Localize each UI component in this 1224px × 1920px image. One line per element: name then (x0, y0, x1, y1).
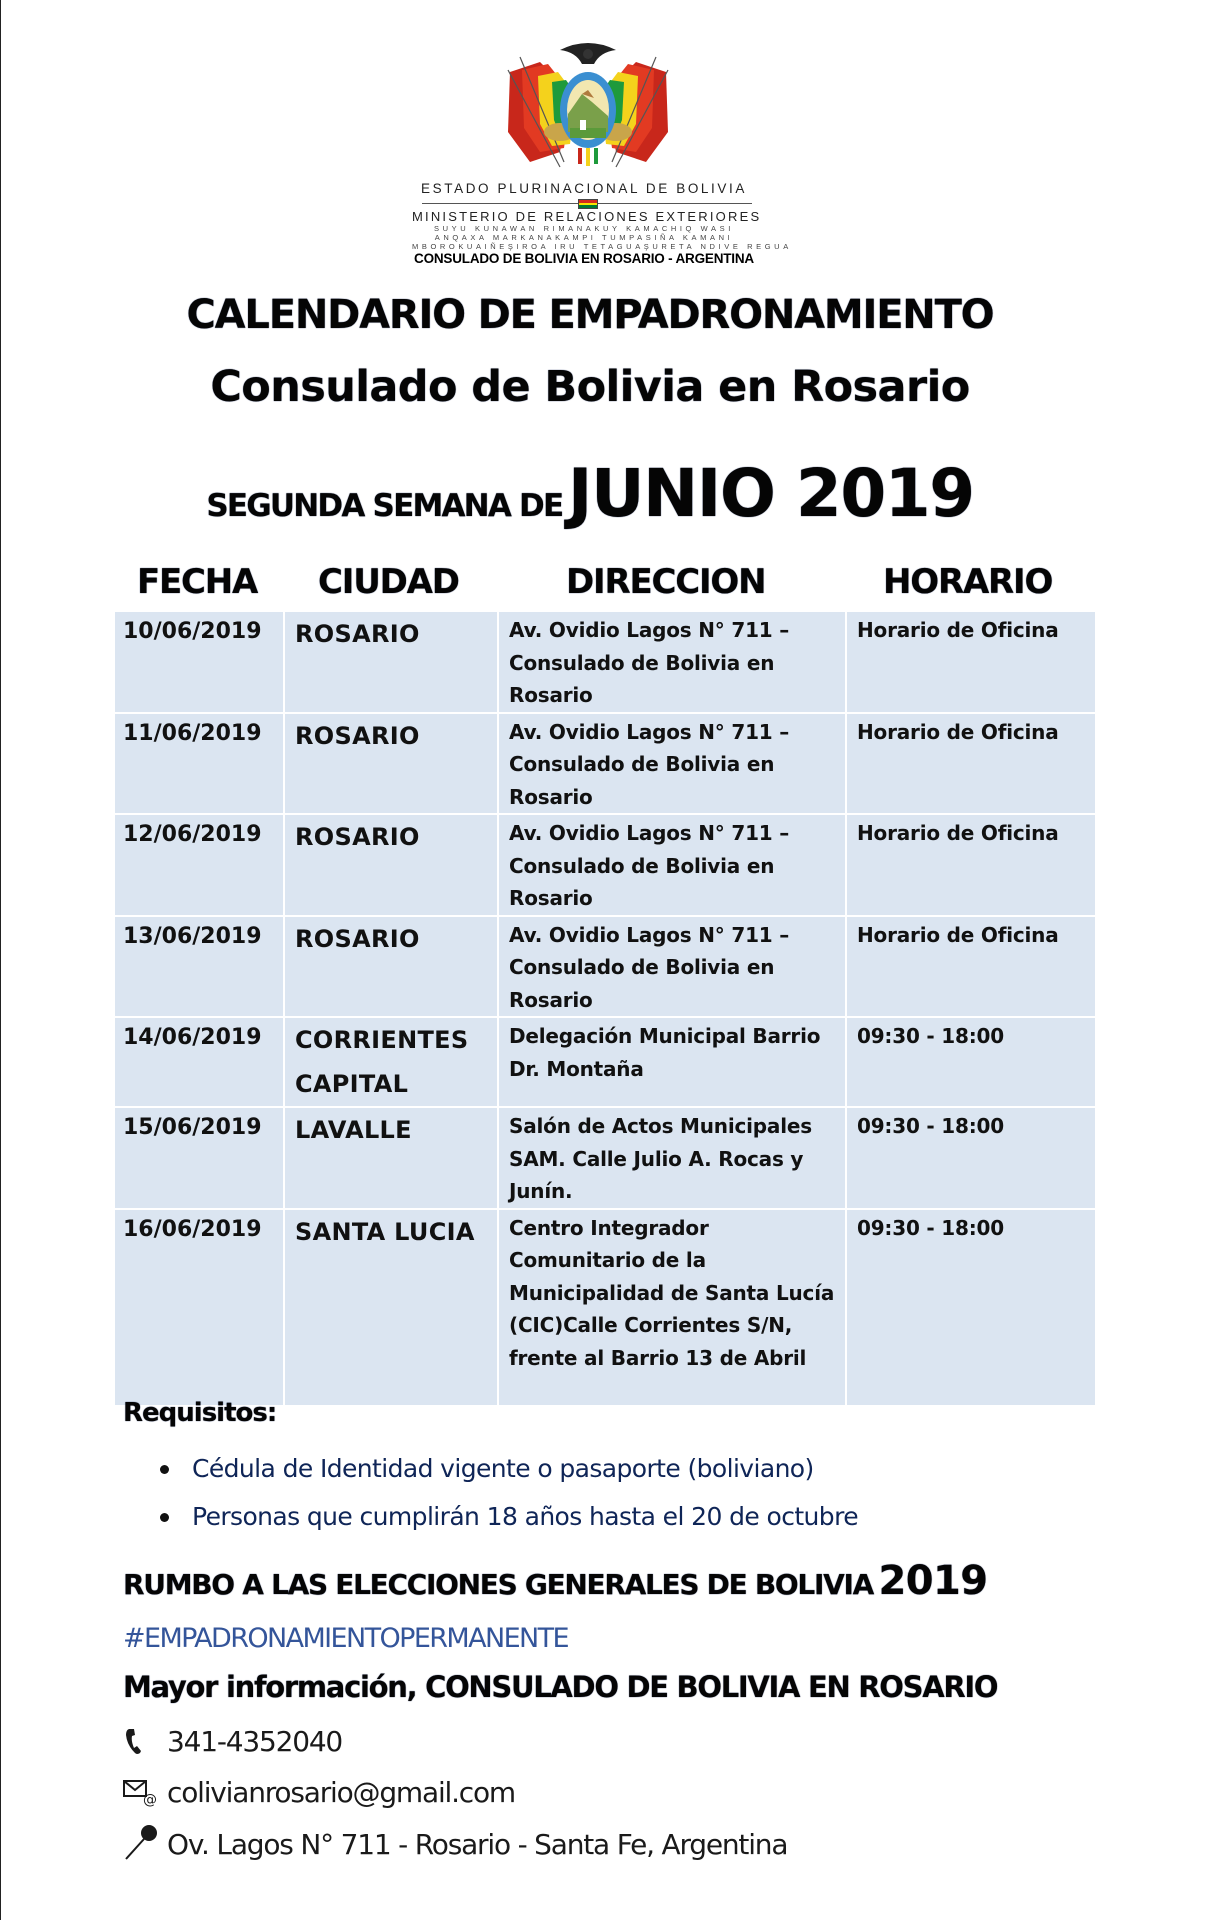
table-row (114, 916, 1096, 1018)
cell-horario: Horario de Oficina (846, 713, 1096, 815)
contact-email-text[interactable]: colivianrosario@gmail.com (167, 1775, 516, 1809)
cell-fecha: 14/06/2019 (114, 1017, 284, 1107)
bullet-icon (160, 1513, 169, 1522)
cell-direccion: Centro Integrador Comunitario de la Municipalidad de Santa Lucía (CIC)Calle Corrientes S/N, frente al Barrio 13 de Abril (498, 1209, 846, 1406)
contact-phone-text[interactable]: 341-4352040 (167, 1724, 343, 1758)
cell-horario: Horario de Oficina (846, 916, 1096, 1018)
table-row (114, 1017, 1096, 1107)
cell-ciudad: CORRIENTES CAPITAL (284, 1017, 498, 1107)
bolivia-flag-icon (578, 199, 598, 209)
contact-phone (123, 1721, 342, 1761)
cell-horario: Horario de Oficina (846, 611, 1096, 713)
table-row (114, 1107, 1096, 1209)
cell-fecha: 15/06/2019 (114, 1107, 284, 1209)
cell-direccion: Av. Ovidio Lagos N° 711 – Consulado de Bolivia en Rosario (498, 713, 846, 815)
list-item (150, 1493, 858, 1541)
cell-horario: 09:30 - 18:00 (846, 1209, 1096, 1406)
requisitos-list (150, 1445, 858, 1541)
bolivia-coat-of-arms-logo (500, 32, 676, 174)
cell-fecha: 16/06/2019 (114, 1209, 284, 1406)
cell-ciudad: ROSARIO (284, 916, 498, 1018)
cell-fecha: 13/06/2019 (114, 916, 284, 1018)
requisitos-heading: Requisitos: (123, 1398, 277, 1428)
week-heading (0, 455, 1180, 532)
table-row (114, 611, 1096, 713)
elections-banner-text: RUMBO A LAS ELECCIONES GENERALES DE BOLIVIA (123, 1568, 873, 1601)
cell-direccion: Av. Ovidio Lagos N° 711 – Consulado de Bolivia en Rosario (498, 814, 846, 916)
letterhead-consulado: CONSULADO DE BOLIVIA EN ROSARIO - ARGENTINA (414, 251, 754, 266)
elections-banner (123, 1558, 987, 1604)
email-icon (123, 1772, 167, 1812)
cell-ciudad: SANTA LUCIA (284, 1209, 498, 1406)
page-title: CALENDARIO DE EMPADRONAMIENTO (186, 292, 994, 338)
cell-horario: 09:30 - 18:00 (846, 1107, 1096, 1209)
list-item (150, 1445, 858, 1493)
flag-stripe-green (579, 205, 597, 208)
cell-direccion: Delegación Municipal Barrio Dr. Montaña (498, 1017, 846, 1107)
cell-horario: 09:30 - 18:00 (846, 1017, 1096, 1107)
contact-email (123, 1772, 515, 1812)
bullet-icon (160, 1465, 169, 1474)
elections-banner-year: 2019 (878, 1558, 988, 1604)
letterhead-subline: MBOROKUAIÑEŞIROA IRU TETAGUAŞURETA NDIVE REGUA (412, 242, 792, 251)
week-heading-month: JUNIO 2019 (567, 455, 974, 532)
cell-direccion: Salón de Actos Municipales SAM. Calle Julio A. Rocas y Junín. (498, 1107, 846, 1209)
letterhead-subline: SUYU KUNAWAN RIMANAKUY KAMACHIQ WASI (434, 224, 734, 233)
page-border (0, 0, 1, 1920)
column-header-horario: HORARIO (883, 562, 1053, 602)
pushpin-icon (123, 1824, 167, 1864)
column-header-direccion: DIRECCION (566, 562, 766, 602)
letterhead-ministerio: MINISTERIO DE RELACIONES EXTERIORES (412, 209, 762, 224)
list-item-text: Personas que cumplirán 18 años hasta el 20 de octubre (192, 1502, 858, 1531)
cell-horario: Horario de Oficina (846, 814, 1096, 916)
table-row (114, 713, 1096, 815)
week-heading-prefix: SEGUNDA SEMANA DE (206, 488, 563, 524)
cell-direccion: Av. Ovidio Lagos N° 711 – Consulado de Bolivia en Rosario (498, 916, 846, 1018)
more-info-heading: Mayor información, CONSULADO DE BOLIVIA EN ROSARIO (123, 1670, 998, 1704)
svg-text:@: @ (143, 1792, 156, 1808)
cell-ciudad: ROSARIO (284, 814, 498, 916)
column-header-fecha: FECHA (137, 562, 258, 602)
schedule-table-body (114, 611, 1096, 1406)
letterhead-estado: ESTADO PLURINACIONAL DE BOLIVIA (421, 181, 747, 196)
letterhead-subline: ANQAXA MARKANAKAMPI TUMPASIÑA KAMANI (434, 233, 734, 242)
hashtag[interactable]: #EMPADRONAMIENTOPERMANENTE (123, 1623, 569, 1654)
cell-ciudad: ROSARIO (284, 713, 498, 815)
phone-icon (123, 1721, 167, 1761)
list-item-text: Cédula de Identidad vigente o pasaporte (boliviano) (192, 1454, 814, 1483)
page-subtitle: Consulado de Bolivia en Rosario (210, 362, 970, 412)
table-row (114, 1209, 1096, 1406)
cell-direccion: Av. Ovidio Lagos N° 711 – Consulado de Bolivia en Rosario (498, 611, 846, 713)
contact-address (123, 1824, 787, 1864)
schedule-table (113, 610, 1097, 1407)
contact-address-text: Ov. Lagos N° 711 - Rosario - Santa Fe, Argentina (167, 1827, 788, 1861)
table-row (114, 814, 1096, 916)
column-header-ciudad: CIUDAD (318, 562, 459, 602)
cell-fecha: 10/06/2019 (114, 611, 284, 713)
cell-ciudad: ROSARIO (284, 611, 498, 713)
cell-fecha: 11/06/2019 (114, 713, 284, 815)
cell-fecha: 12/06/2019 (114, 814, 284, 916)
cell-ciudad: LAVALLE (284, 1107, 498, 1209)
